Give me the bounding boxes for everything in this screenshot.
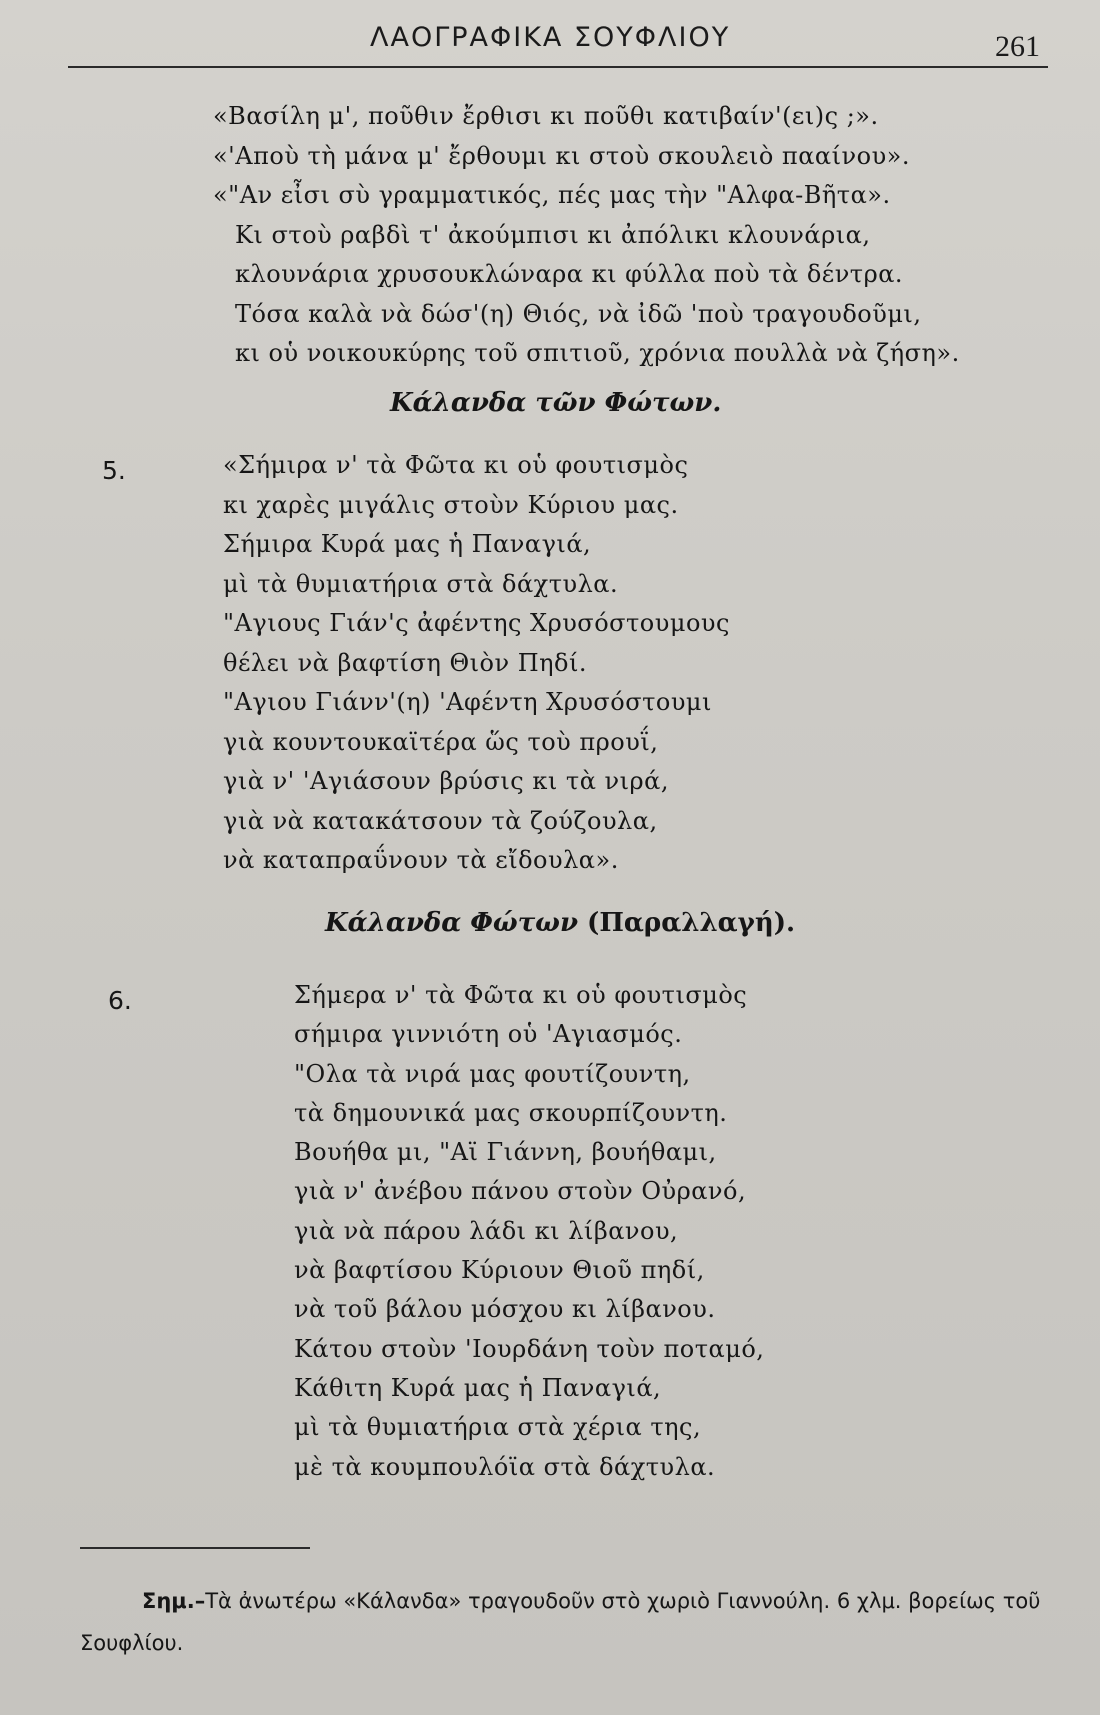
verse-line: γιὰ κουντουκαϊτέρα ὥς τοὺ προυΐ, bbox=[223, 727, 659, 756]
heading-variant-label: (Παραλλαγή). bbox=[587, 908, 796, 938]
verse-line: Σήμερα ν' τὰ Φῶτα κι οὑ φουτισμὸς bbox=[294, 981, 748, 1009]
verse-line: "Αγιου Γιάνν'(η) 'Αφέντη Χρυσόστουμι bbox=[223, 688, 712, 716]
header-rule bbox=[68, 66, 1048, 68]
section-heading-kalanda-foton-variant bbox=[325, 908, 795, 938]
verse-line: "Αγιους Γιάν'ς ἀφέντης Χρυσόστουμους bbox=[223, 609, 730, 637]
section-number-5: 5. bbox=[102, 456, 126, 485]
verse-line: κλουνάρια χρυσουκλώναρα κι φύλλα ποὺ τὰ δέντρα. bbox=[235, 260, 904, 288]
verse-line: γιὰ νὰ πάρου λάδι κι λίβανου, bbox=[294, 1216, 679, 1245]
verse-line: μὲ τὰ κουμπουλόϊα στὰ δάχτυλα. bbox=[294, 1452, 716, 1481]
page-number: 261 bbox=[995, 30, 1040, 63]
stanza-5 bbox=[223, 446, 730, 881]
verse-line: «"Αν εἶσι σὺ γραμματικός, πές μας τὴν "Αλφα-Βῆτα». bbox=[213, 181, 891, 209]
stanza-continued bbox=[213, 97, 960, 374]
section-number-6: 6. bbox=[108, 986, 132, 1015]
verse-line: Κάτου στοὺν 'Ιουρδάνη τοὺν ποταμό, bbox=[294, 1334, 765, 1363]
verse-line: Σήμιρα Κυρά μας ἡ Παναγιά, bbox=[223, 530, 592, 558]
footnote-label: Σημ.– bbox=[142, 1589, 206, 1613]
footnote-rule bbox=[80, 1547, 310, 1549]
verse-line: μὶ τὰ θυμιατήρια στὰ δάχτυλα. bbox=[223, 569, 619, 598]
verse-line: «'Αποὺ τὴ μάνα μ' ἔρθουμι κι στοὺ σκουλειὸ πααίνου». bbox=[213, 141, 910, 170]
verse-line: γιὰ νὰ κατακάτσουν τὰ ζούζουλα, bbox=[223, 806, 658, 835]
running-title: ΛΑΟΓΡΑΦΙΚΑ ΣΟΥΦΛΙΟΥ bbox=[370, 22, 731, 53]
verse-line: νὰ καταπραΰνουν τὰ εἴδουλα». bbox=[223, 846, 619, 874]
verse-line: Βουήθα μι, "Αϊ Γιάννη, βουήθαμι, bbox=[294, 1138, 717, 1167]
footnote-text: Τὰ ἀνωτέρω «Κάλανδα» τραγουδοῦν στὸ χωριὸ Γιαννούλη. 6 χλμ. βορείως τοῦ Σουφλίου. bbox=[80, 1589, 1041, 1655]
verse-line: θέλει νὰ βαφτίση Θιὸν Πηδί. bbox=[223, 648, 588, 677]
verse-line: τὰ δημουνικά μας σκουρπίζουντη. bbox=[294, 1098, 728, 1127]
verse-line: «Βασίλη μ', ποῦθιν ἔρθισι κι ποῦθι κατιβαίν'(ει)ς ;». bbox=[213, 102, 879, 130]
verse-line: σήμιρα γιννιότη οὑ 'Αγιασμός. bbox=[294, 1020, 683, 1049]
verse-line: κι οὑ νοικουκύρης τοῦ σπιτιοῦ, χρόνια πουλλὰ νὰ ζήση». bbox=[235, 339, 960, 367]
stanza-6 bbox=[294, 976, 764, 1487]
verse-line: γιὰ ν' ἀνέβου πάνου στοὺν Οὐρανό, bbox=[294, 1177, 747, 1206]
verse-line: νὰ βαφτίσου Κύριουν Θιοῦ πηδί, bbox=[294, 1256, 705, 1285]
footnote bbox=[80, 1580, 1080, 1664]
verse-line: νὰ τοῦ βάλου μόσχου κι λίβανου. bbox=[294, 1295, 716, 1324]
verse-line: Κάθιτη Κυρά μας ἡ Παναγιά, bbox=[294, 1373, 662, 1402]
heading-title: Κάλανδα Φώτων bbox=[325, 908, 578, 938]
verse-line: Κι στοὺ ραβδὶ τ' ἀκούμπισι κι ἀπόλικι κλουνάρια, bbox=[235, 220, 871, 249]
verse-line: μὶ τὰ θυμιατήρια στὰ χέρια της, bbox=[294, 1413, 702, 1442]
section-heading-kalanda-ton-foton: Κάλανδα τῶν Φώτων. bbox=[390, 388, 722, 418]
verse-line: "Ολα τὰ νιρά μας φουτίζουντη, bbox=[294, 1059, 691, 1088]
verse-line: γιὰ ν' 'Αγιάσουν βρύσις κι τὰ νιρά, bbox=[223, 767, 669, 795]
verse-line: «Σήμιρα ν' τὰ Φῶτα κι οὑ φουτισμὸς bbox=[223, 451, 689, 479]
verse-line: Τόσα καλὰ νὰ δώσ'(η) Θιός, νὰ ἰδῶ 'ποὺ τραγουδοῦμι, bbox=[235, 299, 922, 328]
verse-line: κι χαρὲς μιγάλις στοὺν Κύριου μας. bbox=[223, 490, 679, 519]
